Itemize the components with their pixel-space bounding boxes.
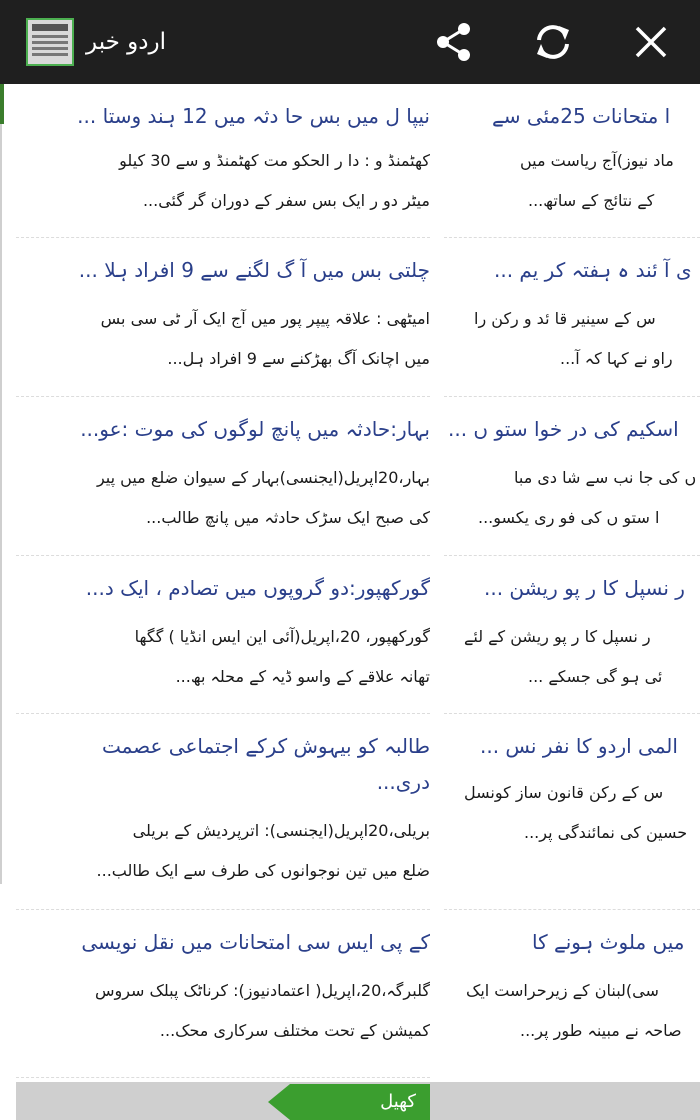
news-summary: کے نتائج کے ساتھ... — [528, 191, 655, 210]
news-card[interactable] — [444, 397, 700, 556]
news-summary: س کے سینیر قا ئد و رکن را — [474, 309, 656, 328]
news-summary: گورکھپور، 20،اپریل(آئی این ایس انڈیا ) گگھا — [134, 627, 430, 646]
news-card[interactable] — [16, 556, 430, 714]
category-tab-arrow — [268, 1084, 290, 1120]
share-button[interactable] — [430, 18, 478, 66]
news-headline[interactable]: نیپا ل میں بس حا دثہ میں 12 ہند وستا ... — [77, 104, 430, 128]
news-summary: ر نسپل کا ر پو ریشن کے لئے — [464, 627, 651, 646]
news-headline[interactable]: گورکھپور:دو گروپوں میں تصادم ، ایک د... — [85, 576, 430, 600]
news-column-left — [16, 84, 430, 1084]
news-column-right — [444, 84, 700, 1084]
news-headline[interactable]: اسکیم کی در خوا ستو ں ... — [448, 417, 679, 441]
news-headline[interactable]: بہار:حادثہ میں پانچ لوگوں کی موت :عو... — [80, 417, 430, 441]
left-border — [0, 124, 2, 884]
news-summary: بریلی،20اپریل(ایجنسی): اترپردیش کے بریلی — [132, 821, 430, 840]
news-summary: گلبرگہ،20،اپریل( اعتمادنیوز): کرناٹک پبلک سروس — [94, 981, 430, 1000]
news-summary: کھٹمنڈ و : دا ر الحکو مت کھٹمنڈ و سے 30 کیلو — [119, 151, 430, 170]
refresh-icon — [529, 18, 577, 66]
news-headline[interactable]: چلتی بس میں آ گ لگنے سے 9 افراد ہلا ... — [78, 258, 430, 282]
close-icon — [627, 18, 675, 66]
news-summary: میٹر دو ر ایک بس سفر کے دوران گر گئی... — [142, 191, 430, 210]
news-card[interactable] — [16, 238, 430, 397]
news-card[interactable] — [444, 238, 700, 397]
news-summary: صاحہ نے مبینہ طور پر... — [520, 1021, 682, 1040]
news-summary: ضلع میں تین نوجوانوں کی طرف سے ایک طالب... — [96, 861, 430, 880]
news-card[interactable] — [444, 910, 700, 1078]
news-headline[interactable]: ا متحانات 25مئی سے — [492, 104, 671, 128]
news-summary: امیٹھی : علاقہ پیپر پور میں آج ایک آر ٹی سی بس — [100, 309, 430, 328]
news-summary: حسین کی نمائندگی پر... — [524, 823, 688, 842]
news-summary: میں اچانک آگ بھڑکنے سے 9 افراد ہل... — [167, 349, 430, 368]
news-summary: ماد نیوز)آج ریاست میں — [520, 151, 674, 170]
news-headline[interactable]: طالبہ کو بیہوش کرکے اجتماعی عصمت دری... — [101, 734, 430, 794]
news-summary: س کے رکن قانون ساز کونسل — [464, 783, 664, 802]
share-icon — [430, 18, 478, 66]
news-card[interactable] — [16, 714, 430, 910]
close-button[interactable] — [627, 18, 675, 66]
news-summary: سی)لبنان کے زیرحراست ایک — [466, 981, 659, 1000]
news-headline[interactable]: میں ملوث ہونے کا — [532, 930, 685, 954]
news-card[interactable] — [444, 556, 700, 714]
left-accent — [0, 84, 4, 124]
news-card[interactable] — [16, 84, 430, 238]
news-summary: ا ستو ں کی فو ری یکسو... — [478, 508, 660, 527]
news-card[interactable] — [16, 910, 430, 1078]
app-title: اردو خبر — [86, 29, 167, 55]
refresh-button[interactable] — [529, 18, 577, 66]
news-summary: راو نے کہا کہ آ... — [560, 349, 673, 368]
news-summary: کمیشن کے تحت مختلف سرکاری محک... — [159, 1021, 430, 1040]
news-summary: ں کی جا نب سے شا دی مبا — [514, 468, 697, 487]
category-tab-sports[interactable]: کھیل — [290, 1084, 430, 1120]
news-summary: ئی ہو گی جسکے ... — [528, 667, 663, 686]
newspaper-app-icon[interactable] — [26, 18, 74, 66]
action-bar — [0, 0, 700, 84]
news-card[interactable] — [444, 84, 700, 238]
news-summary: کی صبح ایک سڑک حادثہ میں پانچ طالب... — [146, 508, 430, 527]
news-card[interactable] — [444, 714, 700, 910]
news-summary: بہار،20اپریل(ایجنسی)بہار کے سیوان ضلع میں پیر — [96, 468, 430, 487]
news-headline[interactable]: کے پی ایس سی امتحانات میں نقل نویسی — [81, 930, 430, 954]
news-summary: تھانہ علاقے کے واسو ڈیہ کے محلہ بھ... — [175, 667, 430, 686]
news-card[interactable] — [16, 397, 430, 556]
news-headline[interactable]: ی آ ئند ہ ہفتہ کر یم ... — [494, 258, 692, 282]
news-headline[interactable]: ر نسپل کا ر پو ریشن ... — [484, 576, 685, 600]
news-headline[interactable]: المی اردو کا نفر نس ... — [480, 734, 678, 758]
